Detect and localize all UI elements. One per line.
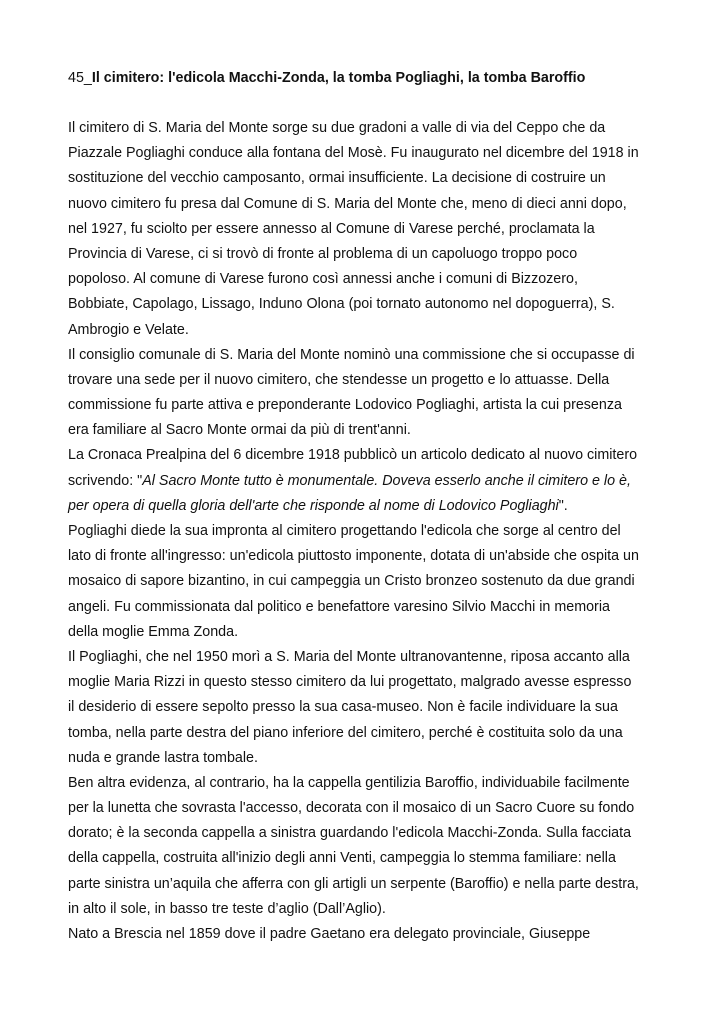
body-text: della moglie Emma Zonda. bbox=[68, 623, 239, 640]
body-text: popoloso. Al comune di Varese furono così annessi anche i comuni di Bizzozero, bbox=[68, 271, 578, 288]
text-line bbox=[68, 292, 668, 317]
body-text: dorato; è la seconda cappella a sinistra guardando l'edicola Macchi-Zonda. Sulla facciata bbox=[68, 825, 632, 842]
text-line bbox=[68, 368, 668, 393]
text-line bbox=[68, 796, 668, 821]
body-text: Ben altra evidenza, al contrario, ha la cappella gentilizia Baroffio, individuabile facilmente bbox=[68, 774, 630, 791]
body-text: tomba, nella parte destra del piano inferiore del cimitero, perché è costituita solo da una bbox=[68, 724, 623, 741]
body-text: Provincia di Varese, ci si trovò di fronte al problema di un capoluogo troppo poco bbox=[68, 245, 578, 262]
text-line bbox=[68, 116, 668, 141]
text-line bbox=[68, 544, 668, 569]
text-line bbox=[68, 343, 668, 368]
body-text: sostituzione del vecchio camposanto, ormai insufficiente. La decisione di costruire un bbox=[68, 170, 606, 187]
text-line bbox=[68, 318, 668, 343]
text-line bbox=[68, 922, 668, 947]
text-line bbox=[68, 519, 668, 544]
italic-text: Al Sacro Monte tutto è monumentale. Doveva esserlo anche il cimitero e lo è, bbox=[142, 472, 631, 489]
text-line bbox=[68, 494, 668, 519]
body-text: Il cimitero di S. Maria del Monte sorge su due gradoni a valle di via del Ceppo che da bbox=[68, 120, 606, 136]
text-line bbox=[68, 443, 668, 468]
body-text: scrivendo: " bbox=[68, 472, 143, 489]
text-line bbox=[68, 872, 668, 897]
body-text: Nato a Brescia nel 1859 dove il padre Gaetano era delegato provinciale, Giuseppe bbox=[68, 926, 591, 942]
body-text: commissione fu parte attiva e preponderante Lodovico Pogliaghi, artista la cui presenza bbox=[68, 397, 622, 414]
text-line bbox=[68, 418, 668, 443]
text-line bbox=[68, 670, 668, 695]
text-line bbox=[68, 393, 668, 418]
body-text: parte sinistra un’aquila che afferra con gli artigli un serpente (Baroffio) e nella parte destra, bbox=[68, 875, 639, 892]
text-line bbox=[68, 141, 668, 166]
body-text: lato di fronte all'ingresso: un'edicola piuttosto imponente, dotata di un'abside che ospita un bbox=[68, 548, 639, 565]
body-text: angeli. Fu commissionata dal politico e benefattore varesino Silvio Macchi in memoria bbox=[68, 598, 610, 615]
text-line bbox=[68, 595, 668, 620]
body-text: il desiderio di essere sepolto presso la sua casa-museo. Non è facile individuare la sua bbox=[68, 699, 618, 716]
body-text: Bobbiate, Capolago, Lissago, Induno Olona (poi tornato autonomo nel dopoguerra), S. bbox=[68, 296, 615, 313]
italic-text: per opera di quella gloria dell'arte che risponde al nome di Lodovico Pogliaghi bbox=[68, 497, 559, 514]
title-number: 45_ bbox=[68, 70, 92, 86]
text-line bbox=[68, 645, 668, 670]
body-text: era familiare al Sacro Monte ormai da più di trent'anni. bbox=[68, 422, 411, 439]
text-line bbox=[68, 721, 668, 746]
body-text: nuovo cimitero fu presa dal Comune di S. Maria del Monte che, meno di dieci anni dopo, bbox=[68, 195, 627, 212]
body-text: trovare una sede per il nuovo cimitero, che stendesse un progetto e lo attuasse. Della bbox=[68, 371, 610, 388]
text-line bbox=[68, 897, 668, 922]
body-text: Il consiglio comunale di S. Maria del Monte nominò una commissione che si occupasse di bbox=[68, 346, 635, 363]
body-text: Ambrogio e Velate. bbox=[68, 321, 189, 338]
body-text: ". bbox=[558, 497, 568, 514]
body-text: mosaico di sapore bizantino, in cui campeggia un Cristo bronzeo sostenuto da due grandi bbox=[68, 573, 635, 590]
text-line bbox=[68, 192, 668, 217]
text-line bbox=[68, 217, 668, 242]
body-text: della cappella, costruita all'inizio degli anni Venti, campeggia lo stemma familiare: nella bbox=[68, 850, 616, 867]
text-line bbox=[68, 166, 668, 191]
text-line bbox=[68, 771, 668, 796]
body-text: moglie Maria Rizzi in questo stesso cimitero da lui progettato, malgrado avesse espresso bbox=[68, 674, 632, 691]
body-text: in alto il sole, in basso tre teste d’aglio (Dall’Aglio). bbox=[68, 900, 386, 917]
text-line bbox=[68, 846, 668, 871]
title-text: Il cimitero: l'edicola Macchi-Zonda, la tomba Pogliaghi, la tomba Baroffio bbox=[91, 70, 586, 86]
body-text: per la lunetta che sovrasta l'accesso, decorata con il mosaico di un Sacro Cuore su fondo bbox=[68, 800, 635, 817]
document-title bbox=[68, 66, 668, 91]
text-line bbox=[68, 469, 668, 494]
body-text: Il Pogliaghi, che nel 1950 morì a S. Maria del Monte ultranovantenne, riposa accanto alla bbox=[68, 648, 630, 665]
text-line bbox=[68, 267, 668, 292]
text-line bbox=[68, 569, 668, 594]
body-text: La Cronaca Prealpina del 6 dicembre 1918 pubblicò un articolo dedicato al nuovo cimitero bbox=[68, 447, 638, 464]
text-line bbox=[68, 695, 668, 720]
document-page bbox=[68, 66, 668, 947]
body-text: nel 1927, fu sciolto per essere annesso al Comune di Varese perché, proclamata la bbox=[68, 220, 595, 237]
text-line bbox=[68, 242, 668, 267]
document-body bbox=[68, 116, 668, 947]
text-line bbox=[68, 821, 668, 846]
text-line bbox=[68, 746, 668, 771]
body-text: Piazzale Pogliaghi conduce alla fontana del Mosè. Fu inaugurato nel dicembre del 1918 in bbox=[68, 145, 639, 162]
body-text: Pogliaghi diede la sua impronta al cimitero progettando l'edicola che sorge al centro del bbox=[68, 523, 621, 539]
text-line bbox=[68, 620, 668, 645]
body-text: nuda e grande lastra tombale. bbox=[68, 749, 258, 766]
